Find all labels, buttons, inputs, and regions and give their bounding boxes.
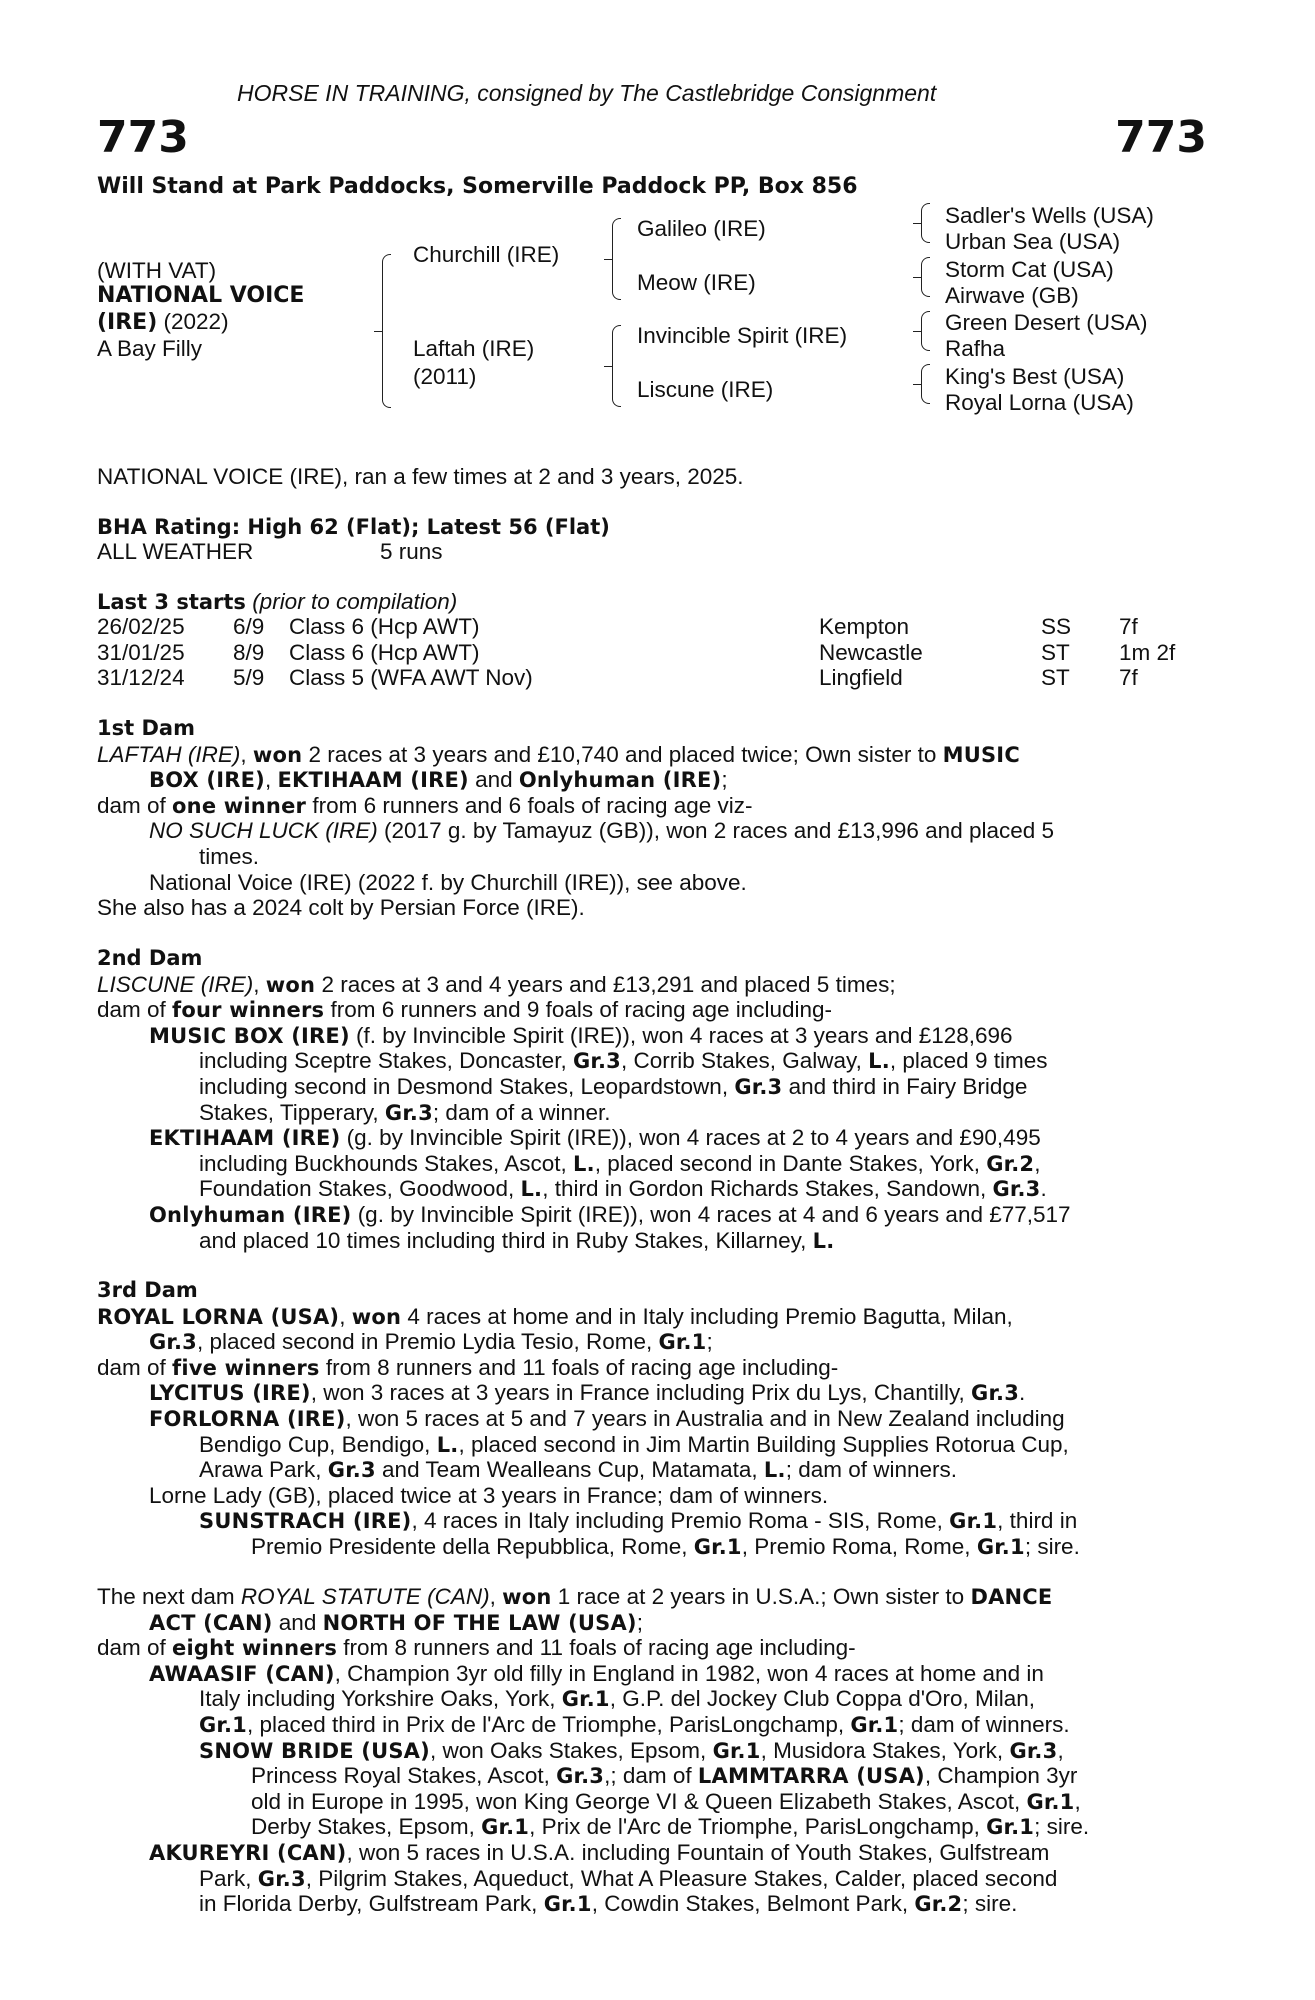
text-line: BOX (IRE), EKTIHAAM (IRE) and Onlyhuman (IRE);	[149, 767, 728, 793]
pedigree-dam-year: (2011)	[413, 364, 477, 389]
text-line: dam of eight winners from 8 runners and 11 foals of racing age including-	[97, 1635, 856, 1661]
pedigree-ssd: Urban Sea (USA)	[945, 229, 1121, 254]
pedigree-sdd: Airwave (GB)	[945, 283, 1079, 308]
pedigree-dam-dam: Liscune (IRE)	[637, 377, 774, 402]
pedigree-dds: King's Best (USA)	[945, 364, 1125, 389]
text-line: Park, Gr.3, Pilgrim Stakes, Aqueduct, What A Pleasure Stakes, Calder, placed second	[199, 1865, 1058, 1891]
text-line: MUSIC BOX (IRE) (f. by Invincible Spirit (IRE)), won 4 races at 3 years and £128,696	[149, 1022, 1013, 1048]
pedigree-sire: Churchill (IRE)	[413, 242, 560, 267]
text-line: ROYAL LORNA (USA), won 4 races at home and in Italy including Premio Bagutta, Milan,	[97, 1303, 1013, 1329]
text-line: including Sceptre Stakes, Doncaster, Gr.3, Corrib Stakes, Galway, L., placed 9 times	[199, 1048, 1048, 1074]
second-dam-section	[97, 946, 1207, 1253]
start-row: 31/12/24 5/9 Class 5 (WFA AWT Nov) Lingfield ST 7f	[97, 665, 1138, 691]
pedigree-sire-sire: Galileo (IRE)	[637, 216, 766, 241]
text-line: dam of four winners from 6 runners and 9 foals of racing age including-	[97, 997, 833, 1023]
text-line: Arawa Park, Gr.3 and Team Wealleans Cup, Matamata, L.; dam of winners.	[199, 1457, 958, 1483]
text-line: Onlyhuman (IRE) (g. by Invincible Spirit (IRE)), won 4 races at 4 and 6 years and £77,517	[149, 1201, 1071, 1227]
text-line: Bendigo Cup, Bendigo, L., placed second in Jim Martin Building Supplies Rotorua Cup,	[199, 1431, 1069, 1457]
second-dam-heading: 2nd Dam	[97, 946, 203, 970]
text-line: SNOW BRIDE (USA), won Oaks Stakes, Epsom, Gr.1, Musidora Stakes, York, Gr.3,	[199, 1737, 1064, 1763]
first-dam-section	[97, 716, 1207, 921]
text-line: dam of one winner from 6 runners and 6 foals of racing age viz-	[97, 792, 753, 818]
first-dam-heading: 1st Dam	[97, 716, 195, 740]
next-dam-section	[97, 1584, 1207, 1917]
pedigree-brace-dd	[921, 364, 930, 404]
text-line: AWAASIF (CAN), Champion 3yr old filly in England in 1982, won 4 races at home and in	[149, 1660, 1044, 1686]
text-line: Gr.1, placed third in Prix de l'Arc de Triomphe, ParisLongchamp, Gr.1; dam of winners.	[199, 1711, 1070, 1737]
third-dam-section	[97, 1278, 1207, 1560]
pedigree-brace-dam	[612, 325, 621, 407]
lot-number-right: 773	[1115, 112, 1207, 163]
vat-note: (WITH VAT)	[97, 258, 217, 283]
pedigree-brace-ss	[921, 203, 930, 243]
pedigree-brace-sd	[921, 257, 930, 297]
start-row: 26/02/25 6/9 Class 6 (Hcp AWT) Kempton SS 7f	[97, 614, 1138, 639]
pedigree-brace-sire	[612, 218, 621, 300]
text-line: LISCUNE (IRE), won 2 races at 3 and 4 years and £13,291 and placed 5 times;	[97, 971, 896, 997]
rating-surface: ALL WEATHER	[97, 539, 254, 564]
catalogue-page	[97, 0, 1207, 2000]
text-line: Premio Presidente della Repubblica, Rome, Gr.1, Premio Roma, Rome, Gr.1; sire.	[251, 1533, 1080, 1559]
horse-name: NATIONAL VOICE	[97, 283, 305, 308]
text-line: AKUREYRI (CAN), won 5 races in U.S.A. including Fountain of Youth Stakes, Gulfstream	[149, 1839, 1050, 1865]
start-row: 31/01/25 8/9 Class 6 (Hcp AWT) Newcastle ST 1m 2f	[97, 639, 1176, 665]
pedigree-ddd: Royal Lorna (USA)	[945, 390, 1134, 415]
text-line: The next dam ROYAL STATUTE (CAN), won 1 race at 2 years in U.S.A.; Own sister to DANCE	[97, 1584, 1053, 1609]
last-starts-table	[97, 614, 1175, 691]
pedigree-sds: Storm Cat (USA)	[945, 257, 1114, 282]
text-line: NO SUCH LUCK (IRE) (2017 g. by Tamayuz (GB)), won 2 races and £13,996 and placed 5	[149, 818, 1055, 844]
rating-runs: 5 runs	[380, 539, 443, 564]
text-line: including second in Desmond Stakes, Leopardstown, Gr.3 and third in Fairy Bridge	[199, 1073, 1028, 1099]
text-line: EKTIHAAM (IRE) (g. by Invincible Spirit (IRE)), won 4 races at 2 to 4 years and £90,495	[149, 1125, 1041, 1151]
last-starts-heading: Last 3 starts (prior to compilation)	[97, 589, 458, 614]
third-dam-heading: 3rd Dam	[97, 1278, 198, 1302]
text-line: Lorne Lady (GB), placed twice at 3 years in France; dam of winners.	[149, 1482, 829, 1508]
pedigree-dss: Green Desert (USA)	[945, 310, 1148, 335]
text-line: and placed 10 times including third in Ruby Stakes, Killarney, L.	[199, 1227, 835, 1253]
text-line: Italy including Yorkshire Oaks, York, Gr.1, G.P. del Jockey Club Coppa d'Oro, Milan,	[199, 1686, 1036, 1712]
horse-name-suffix: (IRE) (2022)	[97, 309, 229, 335]
text-line: She also has a 2024 colt by Persian Force (IRE).	[97, 895, 585, 921]
text-line: including Buckhounds Stakes, Ascot, L., placed second in Dante Stakes, York, Gr.2,	[199, 1150, 1041, 1176]
text-line: in Florida Derby, Gulfstream Park, Gr.1, Cowdin Stakes, Belmont Park, Gr.2; sire.	[199, 1891, 1018, 1917]
stand-location: Will Stand at Park Paddocks, Somerville Paddock PP, Box 856	[97, 174, 858, 199]
pedigree-sire-dam: Meow (IRE)	[637, 270, 756, 295]
text-line: FORLORNA (IRE), won 5 races at 5 and 7 years in Australia and in New Zealand including	[149, 1405, 1065, 1431]
text-line: Gr.3, placed second in Premio Lydia Tesio, Rome, Gr.1;	[149, 1329, 713, 1355]
text-line: LAFTAH (IRE), won 2 races at 3 years and £10,740 and placed twice; Own sister to MUSIC	[97, 741, 1020, 767]
text-line: old in Europe in 1995, won King George VI & Queen Elizabeth Stakes, Ascot, Gr.1,	[251, 1788, 1081, 1814]
pedigree-sss: Sadler's Wells (USA)	[945, 203, 1154, 228]
pedigree-dsd: Rafha	[945, 336, 1006, 361]
text-line: ACT (CAN) and NORTH OF THE LAW (USA);	[149, 1609, 643, 1635]
text-line: dam of five winners from 8 runners and 11 foals of racing age including-	[97, 1354, 839, 1380]
text-line: Derby Stakes, Epsom, Gr.1, Prix de l'Arc de Triomphe, ParisLongchamp, Gr.1; sire.	[251, 1814, 1090, 1840]
pedigree-dam-sire: Invincible Spirit (IRE)	[637, 323, 848, 348]
text-line: times.	[199, 843, 260, 869]
consignment-line: HORSE IN TRAINING, consigned by The Castlebridge Consignment	[237, 80, 937, 106]
text-line: Stakes, Tipperary, Gr.3; dam of a winner.	[199, 1099, 611, 1125]
horse-description: A Bay Filly	[97, 336, 203, 361]
pedigree-brace-ds	[921, 311, 930, 351]
pedigree-brace-main	[382, 254, 391, 408]
text-line: LYCITUS (IRE), won 3 races at 3 years in France including Prix du Lys, Chantilly, Gr.3.	[149, 1380, 1026, 1406]
text-line: Foundation Stakes, Goodwood, L., third in Gordon Richards Stakes, Sandown, Gr.3.	[199, 1176, 1047, 1202]
text-line: National Voice (IRE) (2022 f. by Churchill (IRE)), see above.	[149, 869, 747, 895]
lot-number-left: 773	[97, 112, 189, 163]
bha-rating: BHA Rating: High 62 (Flat); Latest 56 (Flat)	[97, 515, 610, 539]
text-line: SUNSTRACH (IRE), 4 races in Italy including Premio Roma - SIS, Rome, Gr.1, third in	[199, 1508, 1078, 1534]
pedigree-dam: Laftah (IRE)	[413, 336, 535, 361]
race-summary: NATIONAL VOICE (IRE), ran a few times at 2 and 3 years, 2025.	[97, 464, 744, 489]
text-line: Princess Royal Stakes, Ascot, Gr.3,; dam of LAMMTARRA (USA), Champion 3yr	[251, 1763, 1078, 1789]
